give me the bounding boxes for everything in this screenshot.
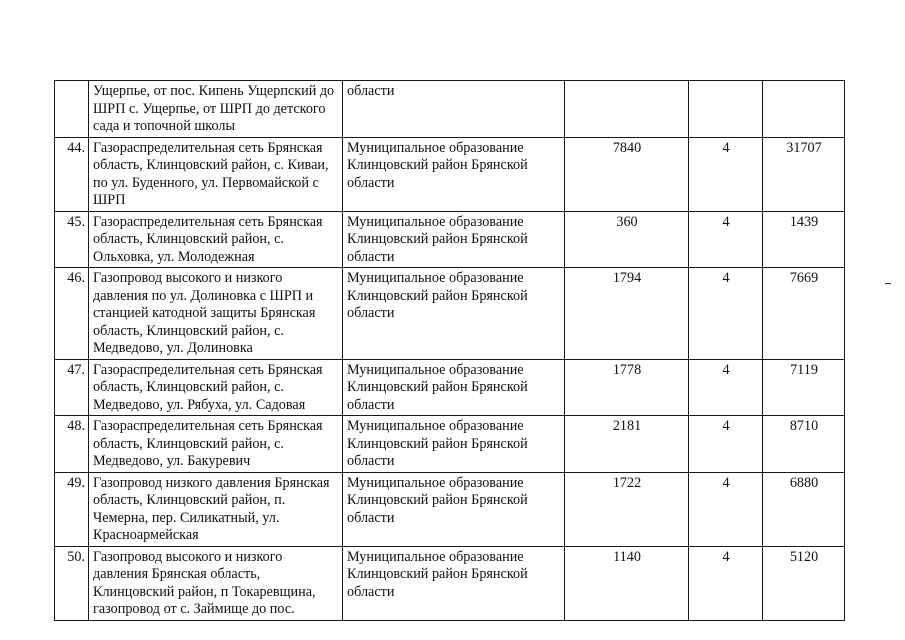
object-name-cell: Ущерпье, от пос. Кипень Ущерпский до ШРП с. Ущерпье, от ШРП до детского сада и топочной школы xyxy=(89,81,343,138)
length-cell: 360 xyxy=(565,211,689,268)
row-number-cell: 46. xyxy=(55,268,89,360)
owner-cell: Муниципальное образование Клинцовский район Брянской области xyxy=(343,359,565,416)
object-name-cell: Газораспределительная сеть Брянская область, Клинцовский район, с. Медведово, ул. Бакуревич xyxy=(89,416,343,473)
table-row xyxy=(55,359,845,416)
owner-cell: Муниципальное образование Клинцовский район Брянской области xyxy=(343,211,565,268)
object-name-cell: Газопровод низкого давления Брянская область, Клинцовский район, п. Чемерна, пер. Силикатный, ул. Красноармейская xyxy=(89,472,343,546)
row-number-cell xyxy=(55,81,89,138)
row-number-cell: 50. xyxy=(55,546,89,620)
owner-cell: области xyxy=(343,81,565,138)
length-cell xyxy=(565,81,689,138)
value-cell: 7669 xyxy=(763,268,845,360)
owner-cell: Муниципальное образование Клинцовский район Брянской области xyxy=(343,472,565,546)
object-name-cell: Газораспределительная сеть Брянская область, Клинцовский район, с. Ольховка, ул. Молодежная xyxy=(89,211,343,268)
value-cell: 8710 xyxy=(763,416,845,473)
length-cell: 1140 xyxy=(565,546,689,620)
category-cell: 4 xyxy=(689,268,763,360)
value-cell: 1439 xyxy=(763,211,845,268)
table-row xyxy=(55,416,845,473)
length-cell: 1722 xyxy=(565,472,689,546)
row-number-cell: 47. xyxy=(55,359,89,416)
category-cell: 4 xyxy=(689,211,763,268)
table-row xyxy=(55,137,845,211)
value-cell xyxy=(763,81,845,138)
value-cell: 5120 xyxy=(763,546,845,620)
object-name-cell: Газопровод высокого и низкого давления Брянская область, Клинцовский район, п Токаревщина, газопровод от с. Займище до пос. xyxy=(89,546,343,620)
table-row-continuation xyxy=(55,81,845,138)
value-cell: 7119 xyxy=(763,359,845,416)
owner-cell: Муниципальное образование Клинцовский район Брянской области xyxy=(343,268,565,360)
value-cell: 6880 xyxy=(763,472,845,546)
value-cell: 31707 xyxy=(763,137,845,211)
gas-network-registry-table xyxy=(54,80,845,621)
table-row xyxy=(55,472,845,546)
object-name-cell: Газораспределительная сеть Брянская область, Клинцовский район, с. Медведово, ул. Рябуха, ул. Садовая xyxy=(89,359,343,416)
category-cell: 4 xyxy=(689,472,763,546)
table-row xyxy=(55,546,845,620)
scan-edge-mark xyxy=(885,283,891,284)
row-number-cell: 44. xyxy=(55,137,89,211)
category-cell xyxy=(689,81,763,138)
length-cell: 7840 xyxy=(565,137,689,211)
owner-cell: Муниципальное образование Клинцовский район Брянской области xyxy=(343,416,565,473)
row-number-cell: 48. xyxy=(55,416,89,473)
object-name-cell: Газораспределительная сеть Брянская область, Клинцовский район, с. Киваи, по ул. Буденного, ул. Первомайской с ШРП xyxy=(89,137,343,211)
row-number-cell: 49. xyxy=(55,472,89,546)
category-cell: 4 xyxy=(689,359,763,416)
table-row xyxy=(55,211,845,268)
row-number-cell: 45. xyxy=(55,211,89,268)
owner-cell: Муниципальное образование Клинцовский район Брянской области xyxy=(343,137,565,211)
table-row xyxy=(55,268,845,360)
object-name-cell: Газопровод высокого и низкого давления по ул. Долиновка с ШРП и станцией катодной защиты Брянская область, Клинцовский район, с. Медведово, ул. Долиновка xyxy=(89,268,343,360)
length-cell: 1794 xyxy=(565,268,689,360)
length-cell: 1778 xyxy=(565,359,689,416)
category-cell: 4 xyxy=(689,546,763,620)
owner-cell: Муниципальное образование Клинцовский район Брянской области xyxy=(343,546,565,620)
category-cell: 4 xyxy=(689,137,763,211)
category-cell: 4 xyxy=(689,416,763,473)
length-cell: 2181 xyxy=(565,416,689,473)
